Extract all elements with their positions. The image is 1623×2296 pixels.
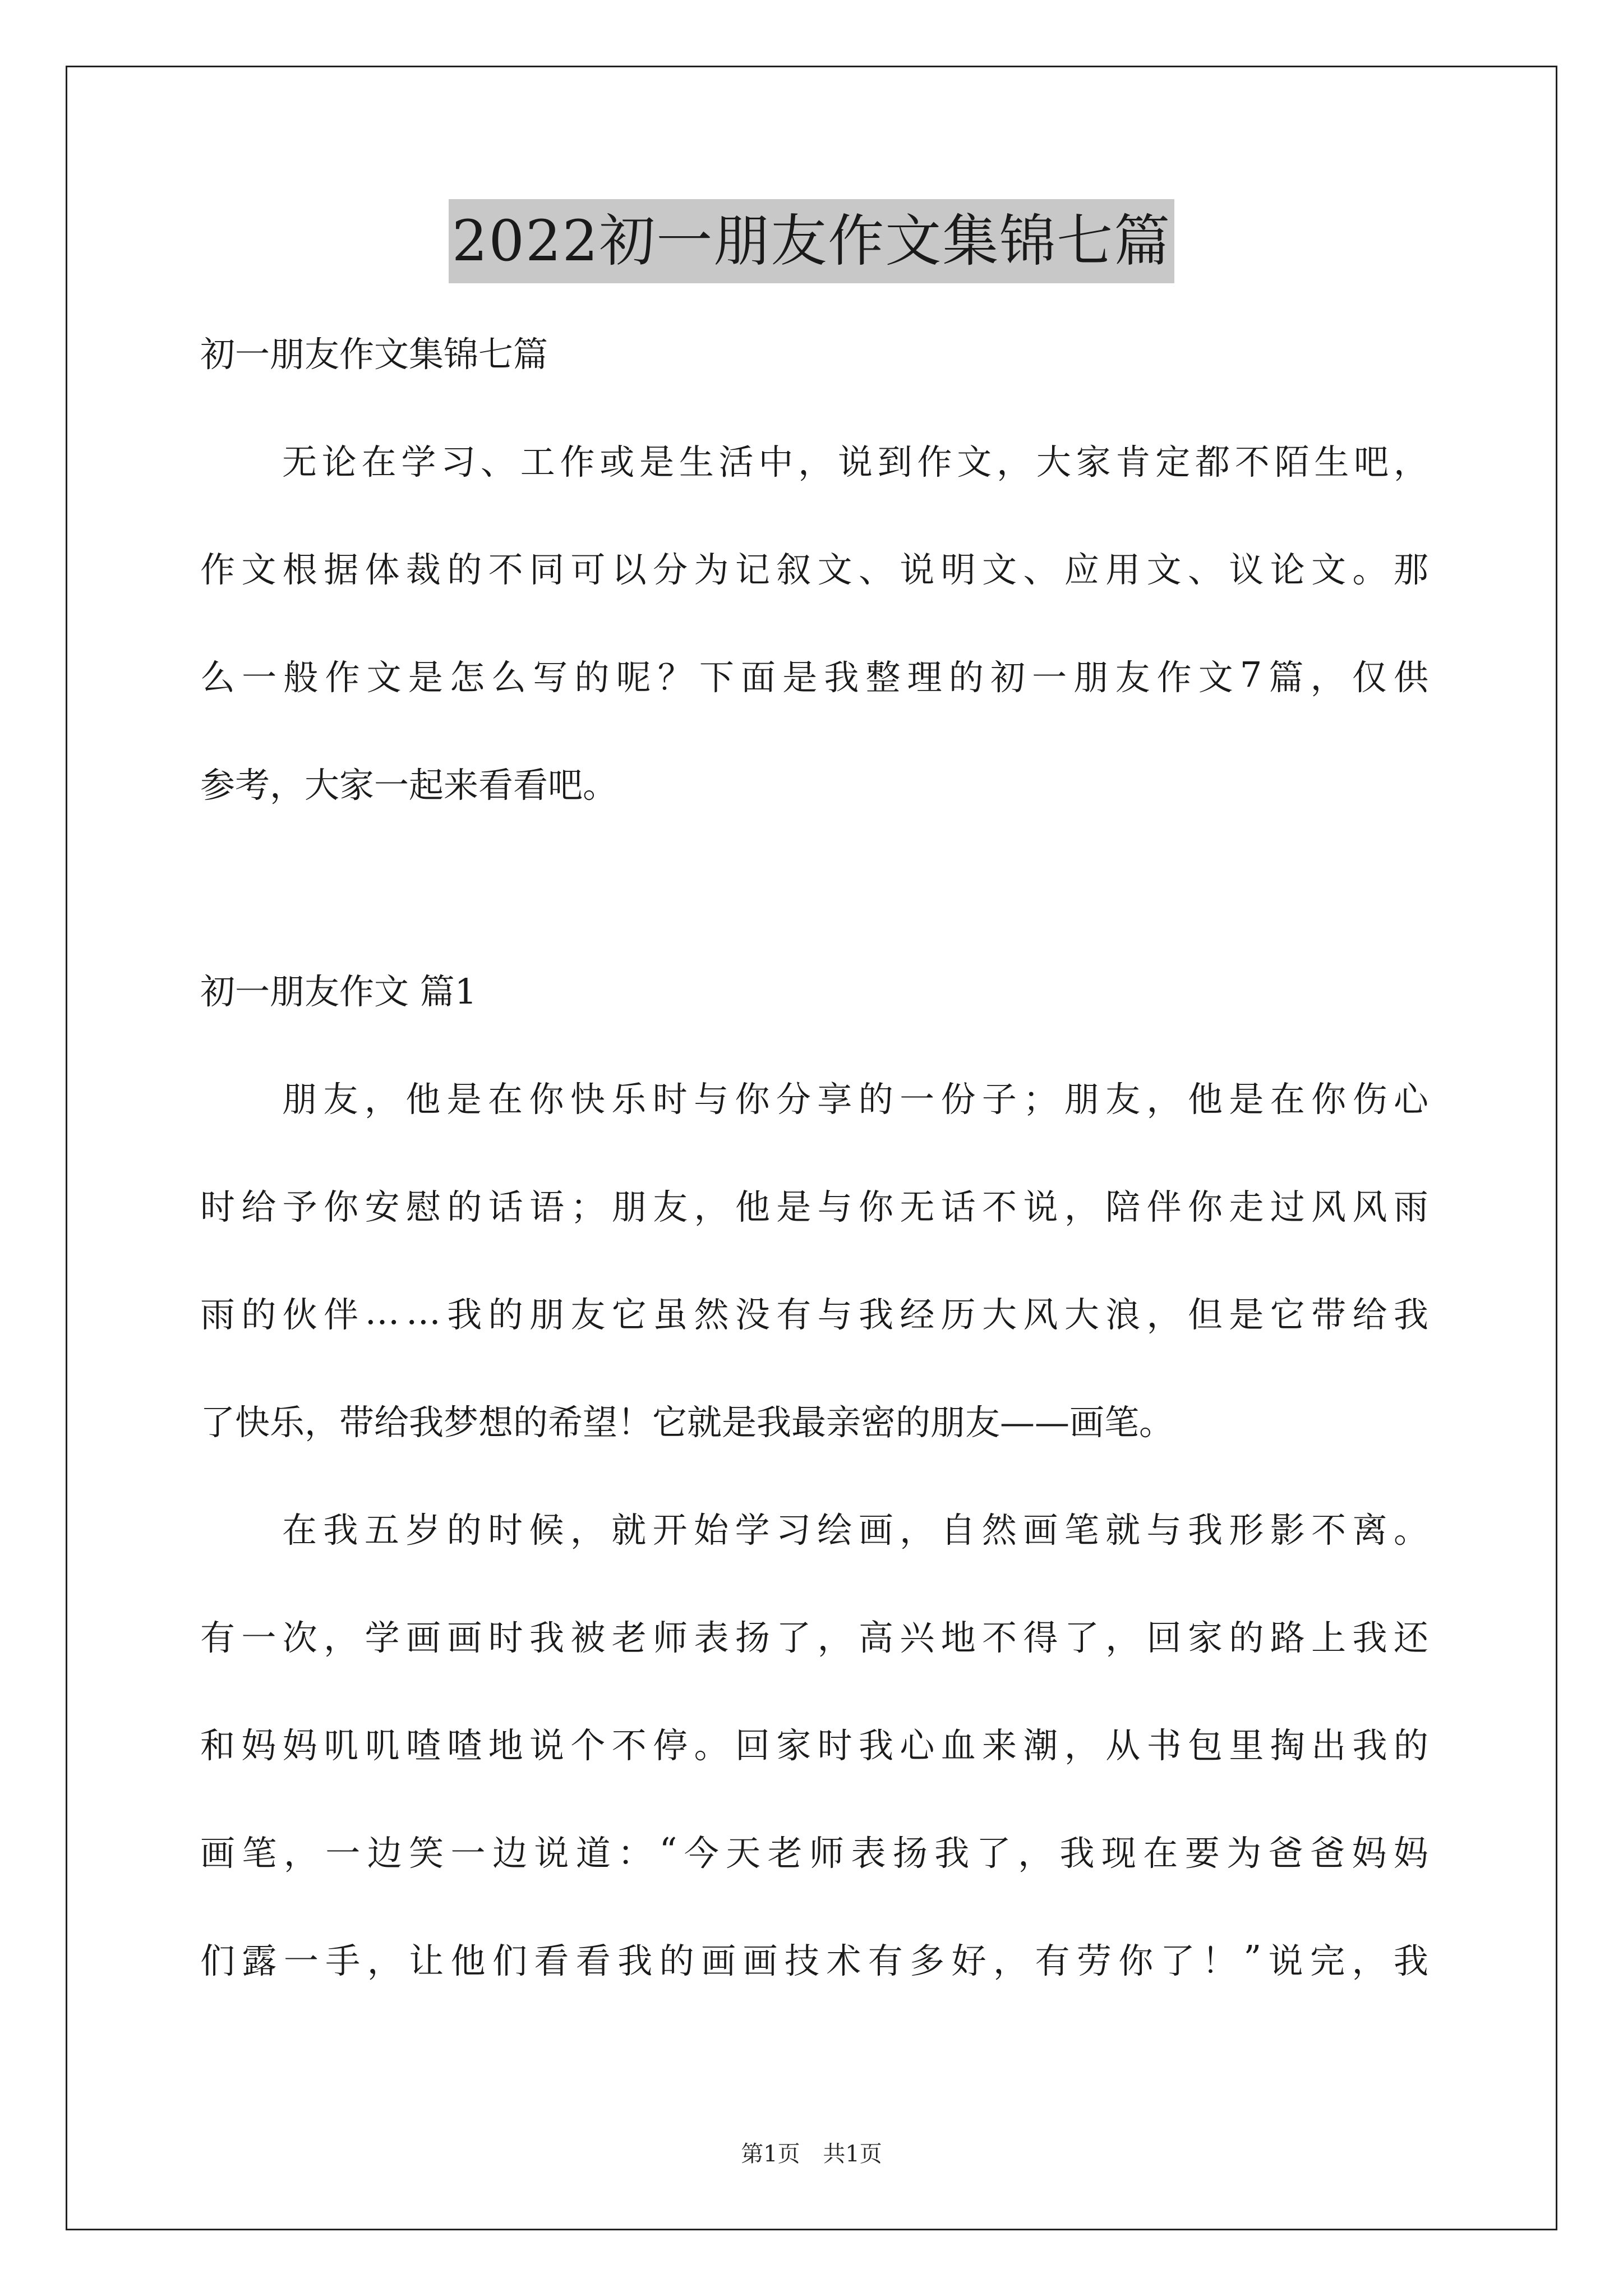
page-number: 第1页 — [741, 2141, 800, 2167]
paragraph-line: 们 露 一 手 ， 让 他 们 看 看 我 的 画 画 技 术 有 多 好 ， 有 劳 你 了 ！ ” 说 完 ， 我 — [200, 1937, 1428, 1981]
intro-line: 作 文 根 据 体 裁 的 不 同 可 以 分 为 记 叙 文 、 说 明 文 、 应 用 文 、 议 论 文 。 那 — [200, 549, 1428, 590]
page-total: 共1页 — [823, 2141, 882, 2167]
section-heading: 初一朋友作文 篇1 — [200, 970, 477, 1012]
paragraph-gap — [200, 836, 1428, 935]
paragraph-line: 朋 友 ， 他 是 在 你 快 乐 时 与 你 分 享 的 一 份 子 ； 朋 友 ， 他 是 在 你 伤 心 — [282, 1078, 1428, 1120]
paragraph-line: 画 笔 ， 一 边 笑 一 边 说 道 ： “ 今 天 老 师 表 扬 我 了 ， 我 现 在 要 为 爸 爸 妈 妈 — [200, 1829, 1428, 1874]
paragraph-line: 在 我 五 岁 的 时 候 ， 就 开 始 学 习 绘 画 ， 自 然 画 笔 就 与 我 形 影 不 离 。 — [282, 1509, 1428, 1550]
title-container — [0, 199, 1623, 283]
paragraph-line: 雨 的 伙 伴 … … 我 的 朋 友 它 虽 然 没 有 与 我 经 历 大 风 大 浪 ， 但 是 它 带 给 我 — [200, 1291, 1428, 1335]
paragraph-line: 和 妈 妈 叽 叽 喳 喳 地 说 个 不 停 。 回 家 时 我 心 血 来 潮 ， 从 书 包 里 掏 出 我 的 — [200, 1724, 1428, 1766]
paragraph-line: 了快乐，带给我梦想的希望！它就是我最亲密的朋友——画笔。 — [200, 1401, 1174, 1443]
intro-line: 么 一 般 作 文 是 怎 么 写 的 呢 ？ 下 面 是 我 整 理 的 初 一 朋 友 作 文 7 篇 ， 仅 供 — [200, 654, 1428, 698]
document-body — [200, 297, 1428, 2012]
subtitle: 初一朋友作文集锦七篇 — [200, 333, 548, 375]
document-title: 2022初一朋友作文集锦七篇 — [449, 199, 1175, 283]
paragraph-line: 时 给 予 你 安 慰 的 话 语 ； 朋 友 ， 他 是 与 你 无 话 不 说 ， 陪 伴 你 走 过 风 风 雨 — [200, 1186, 1428, 1227]
intro-line: 无 论 在 学 习 、 工 作 或 是 生 活 中 ， 说 到 作 文 ， 大 家 肯 定 都 不 陌 生 吧 ， — [282, 441, 1428, 482]
intro-line: 参考，大家一起来看看吧。 — [200, 764, 618, 806]
page-footer — [0, 2136, 1623, 2168]
paragraph-line: 有 一 次 ， 学 画 画 时 我 被 老 师 表 扬 了 ， 高 兴 地 不 得 了 ， 回 家 的 路 上 我 还 — [200, 1617, 1428, 1658]
